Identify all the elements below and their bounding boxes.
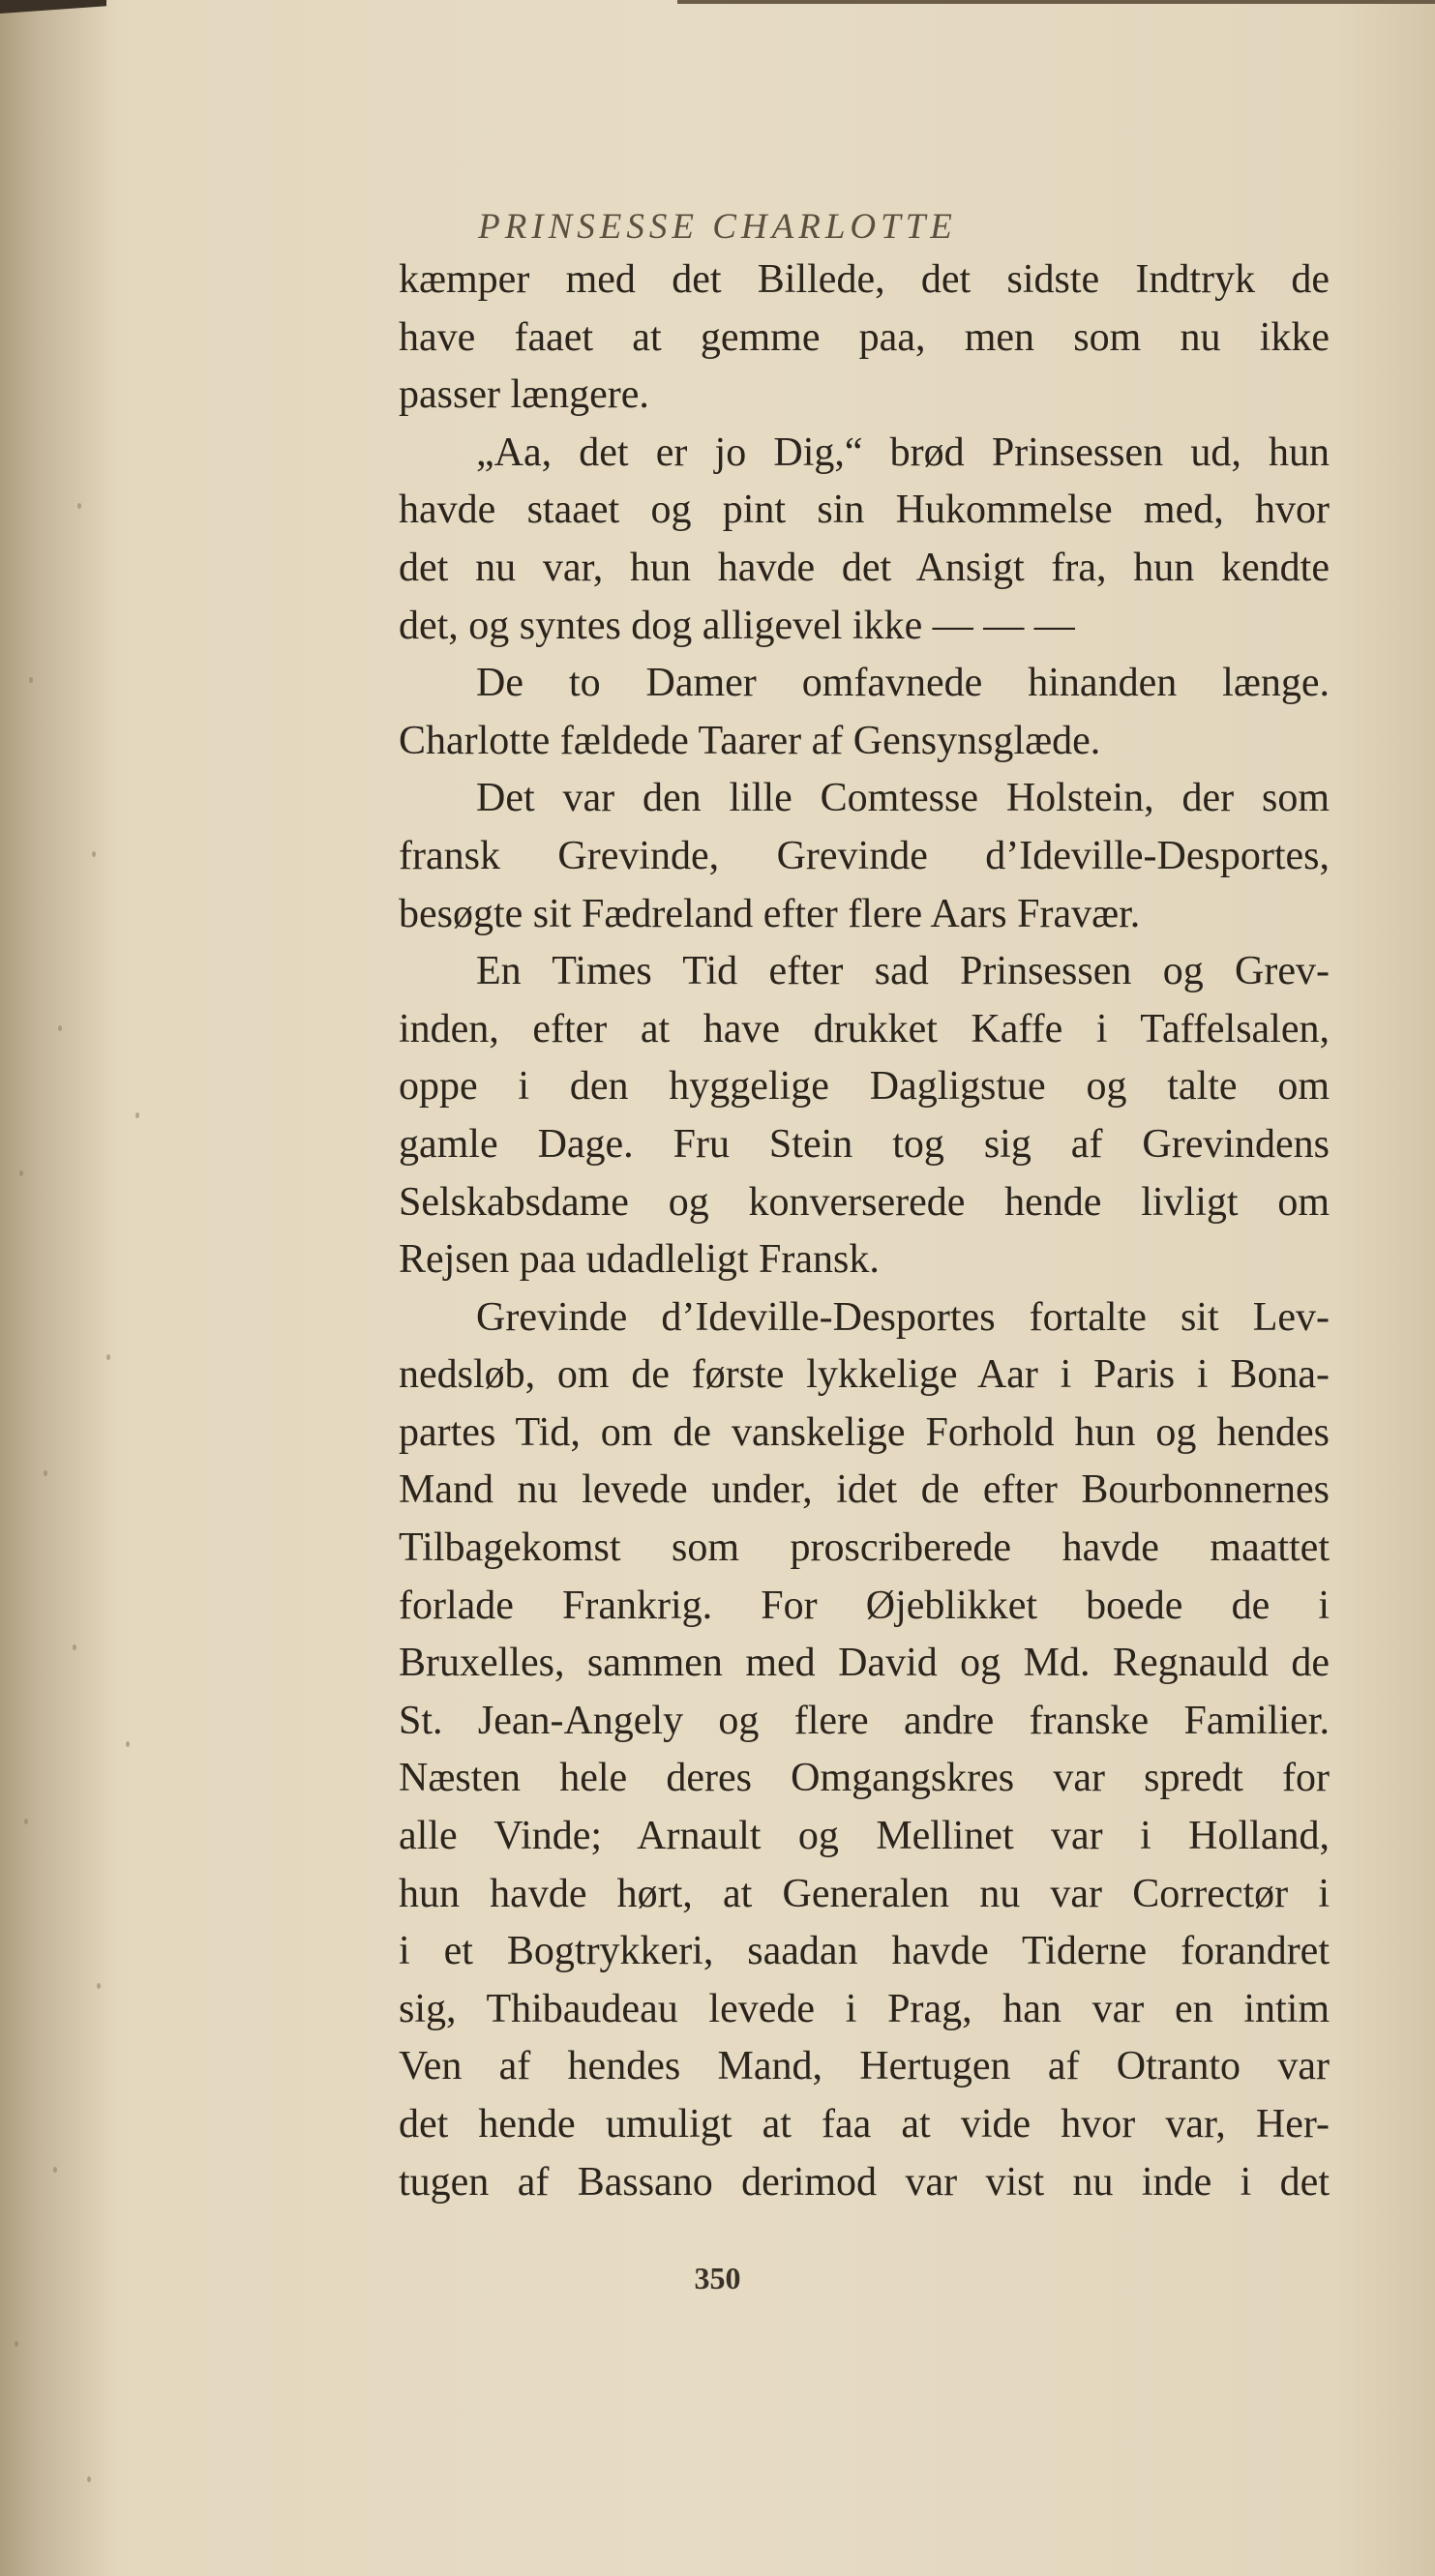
running-head: PRINSESSE CHARLOTTE bbox=[478, 207, 957, 247]
paper-speck bbox=[77, 503, 81, 509]
paper-speck bbox=[87, 2476, 91, 2482]
text-line: Mand nu levede under, idet de efter Bourbonnernes bbox=[399, 1467, 1330, 1513]
top-edge-line bbox=[677, 0, 1435, 4]
paper-speck bbox=[19, 1170, 23, 1176]
paper-speck bbox=[126, 1741, 130, 1747]
text-line: De to Damer omfavnede hinanden længe. bbox=[476, 661, 1330, 706]
paper-speck bbox=[29, 677, 33, 683]
text-line: Det var den lille Comtesse Holstein, der som bbox=[476, 776, 1330, 821]
paper-speck bbox=[15, 2341, 18, 2347]
text-line: i et Bogtrykkeri, saadan havde Tiderne forandret bbox=[399, 1929, 1330, 1974]
paper-speck bbox=[44, 1470, 47, 1476]
text-line: kæmper med det Billede, det sidste Indtryk de bbox=[399, 257, 1330, 302]
text-line: Næsten hele deres Omgangskres var spredt for bbox=[399, 1756, 1330, 1801]
text-line: Bruxelles, sammen med David og Md. Regnauld de bbox=[399, 1641, 1330, 1686]
text-line: have faaet at gemme paa, men som nu ikke bbox=[399, 314, 1330, 360]
text-line: St. Jean-Angely og flere andre franske Familier. bbox=[399, 1698, 1330, 1743]
text-line: nedsløb, om de første lykkelige Aar i Paris i Bona- bbox=[399, 1352, 1330, 1398]
paper-speck bbox=[106, 1354, 110, 1360]
body-text bbox=[399, 252, 1330, 2211]
text-line: passer længere. bbox=[399, 372, 649, 418]
text-line: forlade Frankrig. For Øjeblikket boede de i bbox=[399, 1583, 1330, 1628]
paper-speck bbox=[135, 1112, 139, 1118]
text-line: „Aa, det er jo Dig,“ brød Prinsessen ud, hun bbox=[476, 429, 1330, 475]
text-line: Ven af hendes Mand, Hertugen af Otranto var bbox=[399, 2044, 1330, 2089]
text-line: det hende umuligt at faa at vide hvor var, Her- bbox=[399, 2102, 1330, 2147]
page-number: 350 bbox=[694, 2261, 741, 2295]
text-line: fransk Grevinde, Grevinde d’Ideville-Desportes, bbox=[399, 833, 1330, 878]
text-line: Tilbagekomst som proscriberede havde maattet bbox=[399, 1525, 1330, 1571]
text-line: besøgte sit Fædreland efter flere Aars Fravær. bbox=[399, 891, 1141, 936]
paper-speck bbox=[58, 1025, 62, 1031]
text-line: hun havde hørt, at Generalen nu var Correctør i bbox=[399, 1871, 1330, 1916]
text-line: Rejsen paa udadleligt Fransk. bbox=[399, 1237, 880, 1283]
text-line: oppe i den hyggelige Dagligstue og talte om bbox=[399, 1064, 1330, 1110]
text-line: partes Tid, om de vanskelige Forhold hun og hendes bbox=[399, 1409, 1330, 1455]
text-line: Charlotte fældede Taarer af Gensynsglæde. bbox=[399, 718, 1101, 763]
text-line: sig, Thibaudeau levede i Prag, han var en intim bbox=[399, 1986, 1330, 2031]
paper-speck bbox=[97, 1983, 101, 1989]
page-shadow-edge bbox=[0, 0, 116, 2576]
text-line: Selskabsdame og konverserede hende livligt om bbox=[399, 1179, 1330, 1225]
paper-speck bbox=[92, 851, 96, 857]
paper-speck bbox=[53, 2167, 57, 2173]
text-line: En Times Tid efter sad Prinsessen og Grev- bbox=[476, 949, 1330, 994]
paper-speck bbox=[73, 1644, 76, 1650]
paper-speck bbox=[24, 1819, 28, 1824]
text-line: inden, efter at have drukket Kaffe i Taffelsalen, bbox=[399, 1006, 1330, 1051]
text-line: det, og syntes dog alligevel ikke — — — bbox=[399, 603, 1075, 648]
text-line: tugen af Bassano derimod var vist nu inde i det bbox=[399, 2159, 1330, 2205]
text-line: havde staaet og pint sin Hukommelse med, hvor bbox=[399, 488, 1330, 533]
text-line: gamle Dage. Fru Stein tog sig af Grevindens bbox=[399, 1121, 1330, 1167]
text-line: alle Vinde; Arnault og Mellinet var i Holland, bbox=[399, 1814, 1330, 1859]
text-line: det nu var, hun havde det Ansigt fra, hun kendte bbox=[399, 545, 1330, 590]
text-line: Grevinde d’Ideville-Desportes fortalte sit Lev- bbox=[476, 1294, 1330, 1340]
